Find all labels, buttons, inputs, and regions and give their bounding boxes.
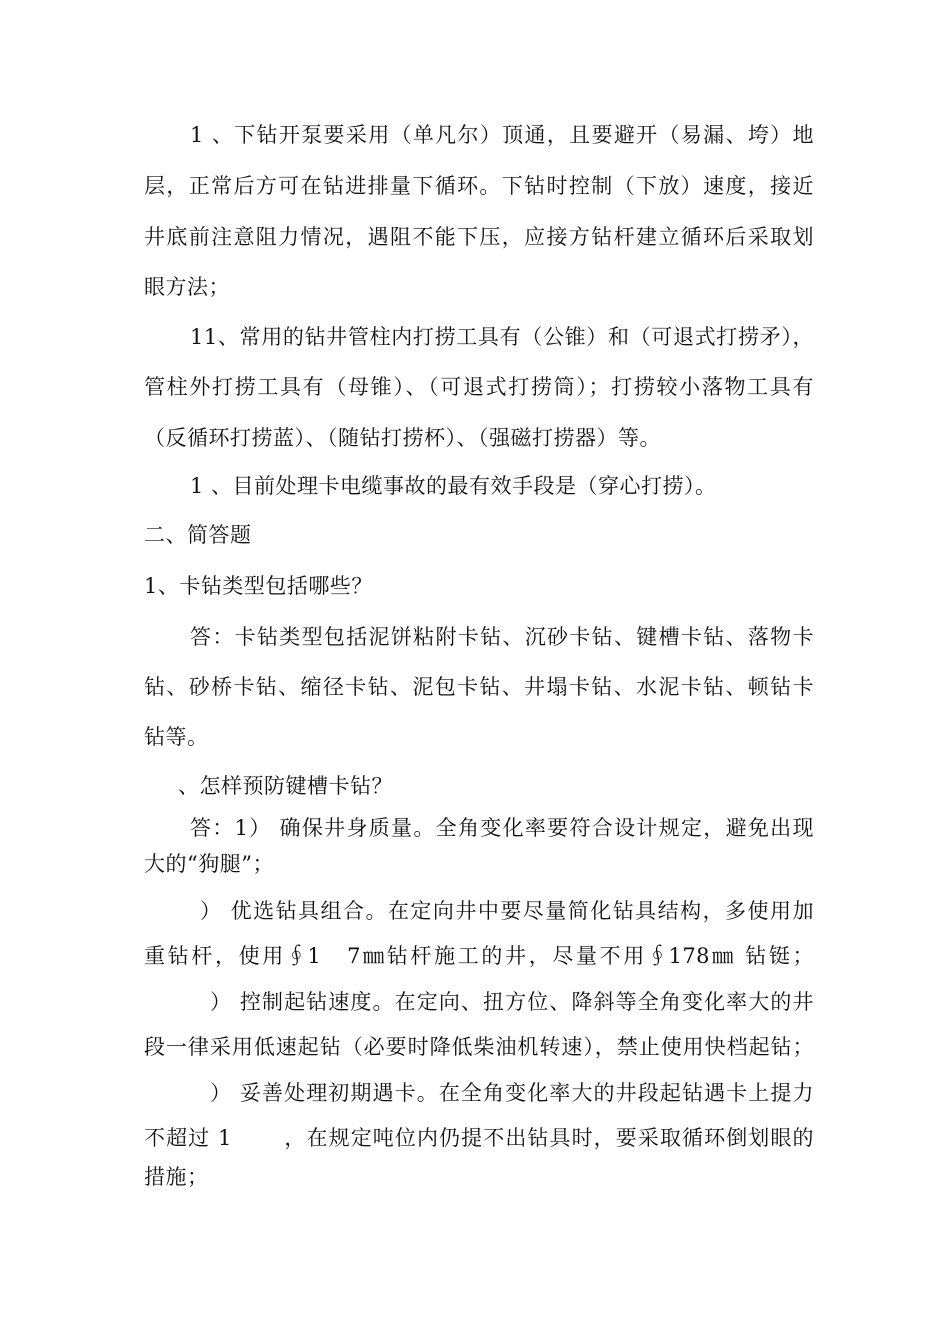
paragraph-line: ） 优选钻具组合。在定向井中要尽量简化钻具结构，多使用加 bbox=[200, 899, 814, 923]
question-heading: 1、卡钻类型包括哪些？ bbox=[144, 574, 373, 598]
paragraph-line: 层，正常后方可在钻进排量下循环。下钻时控制（下放）速度，接近 bbox=[144, 174, 814, 198]
paragraph-line: 大的“狗腿”； bbox=[144, 852, 274, 876]
paragraph-line: （反循环打捞蓝）、（随钻打捞杯）、（强磁打捞器）等。 bbox=[144, 426, 661, 450]
paragraph-line: 管柱外打捞工具有（母锥）、（可退式打捞筒）；打捞较小落物工具有 bbox=[144, 375, 814, 399]
paragraph-line: 1 、目前处理卡电缆事故的最有效手段是（穿心打捞）。 bbox=[190, 474, 717, 498]
paragraph-line: 钻、砂桥卡钻、缩径卡钻、泥包卡钻、井塌卡钻、水泥卡钻、顿钻卡 bbox=[144, 675, 814, 699]
paragraph-line: 1 、下钻开泵要采用（单凡尔）顶通，且要避开（易漏、垮）地 bbox=[190, 123, 814, 147]
paragraph-line: ） 妥善处理初期遇卡。在全角变化率大的井段起钻遇卡上提力 bbox=[210, 1081, 814, 1105]
question-heading: 、怎样预防键槽卡钻？ bbox=[178, 774, 393, 798]
paragraph-line: 措施； bbox=[144, 1165, 209, 1189]
paragraph-line: 不超过 1 ，在规定吨位内仍提不出钻具时，要采取循环倒划眼的 bbox=[144, 1126, 814, 1150]
paragraph-line: 答：1） 确保井身质量。全角变化率要符合设计规定，避免出现 bbox=[190, 816, 814, 840]
paragraph-line: 钻等。 bbox=[144, 725, 209, 749]
paragraph-line: 井底前注意阻力情况，遇阻不能下压，应接方钻杆建立循环后采取划 bbox=[144, 225, 814, 249]
paragraph-line: 11、常用的钻井管柱内打捞工具有（公锥）和（可退式打捞矛）， bbox=[190, 325, 814, 349]
paragraph-line: 答：卡钻类型包括泥饼粘附卡钻、沉砂卡钻、键槽卡钻、落物卡 bbox=[190, 625, 814, 649]
paragraph-line: 眼方法； bbox=[144, 275, 230, 299]
paragraph-line: ） 控制起钻速度。在定向、扭方位、降斜等全角变化率大的井 bbox=[210, 990, 814, 1014]
paragraph-line: 段一律采用低速起钻（必要时降低柴油机转速），禁止使用快档起钻； bbox=[144, 1035, 814, 1059]
section-heading: 二、简答题 bbox=[144, 523, 252, 547]
paragraph-line: 重钻杆，使用∮1 7㎜钻杆施工的井，尽量不用∮178㎜ 钻铤； bbox=[144, 944, 814, 968]
